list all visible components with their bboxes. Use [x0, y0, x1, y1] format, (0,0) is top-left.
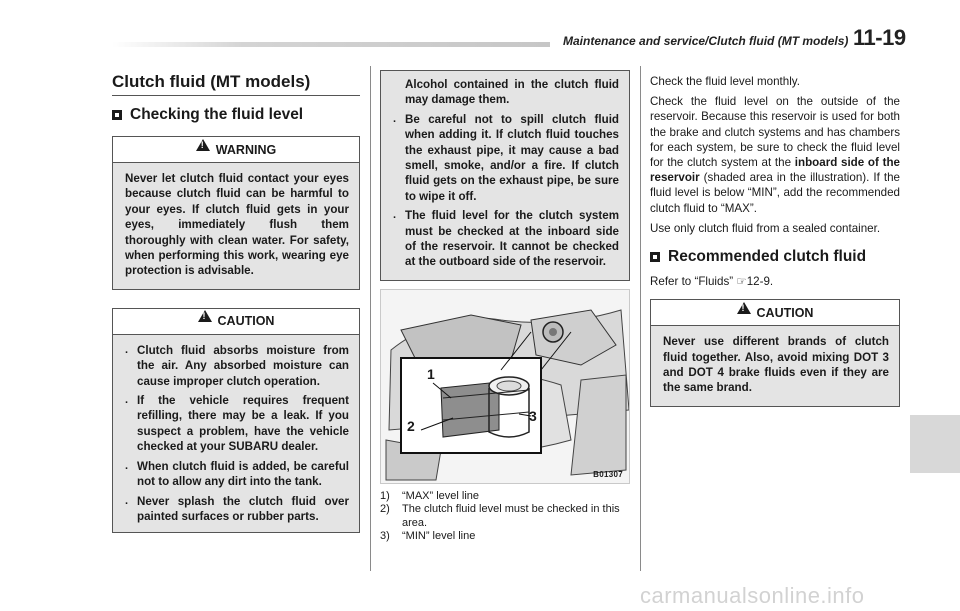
caution-header: [113, 309, 359, 335]
column-divider-2: [640, 66, 641, 571]
caution-bullet: . When clutch fluid is added, be careful not to allow any dirt into the tank.: [125, 459, 349, 489]
warning-label: WARNING: [215, 142, 277, 157]
caution-label: CAUTION: [756, 305, 814, 320]
subsection-recommended-fluid: [650, 248, 900, 266]
caption-item: 2) The clutch fluid level must be checked in this area.: [380, 503, 620, 529]
caution-box-continued: [380, 70, 630, 281]
caution-bullet: . Clutch fluid absorbs moisture from the air. Any absorbed moisture can cause improper clutch operation.: [125, 343, 349, 388]
caution-body: [113, 335, 359, 532]
section-title: Clutch fluid (MT models): [112, 72, 360, 96]
caution-header: [651, 300, 899, 326]
callout-1: 1: [427, 365, 435, 382]
emphasis-inboard: inboard side of the reservoir: [650, 156, 900, 185]
caution-bullet: . Never splash the clutch fluid over painted surfaces or rubber parts.: [125, 494, 349, 523]
caution-label: CAUTION: [217, 314, 275, 329]
column-middle: [380, 70, 630, 544]
paragraph-check-outside: Check the fluid level on the outside of the reservoir. Because this reservoir is used for both the brake and clutch systems and has chambers for each system, be sure to check the fluid level for the clutch system at the inboard side of the reservoir (shaded area in the illustration). If the fluid level is below “MIN”, add the recommended clutch fluid to “MAX”.: [650, 95, 900, 215]
engine-bay-illustration: [380, 289, 630, 484]
section-marker-icon: [112, 110, 122, 120]
caption-item: 3) “MIN” level line: [380, 530, 476, 543]
subsection-title: Recommended clutch fluid: [668, 248, 867, 266]
paragraph-monthly: Check the fluid level monthly.: [650, 75, 800, 88]
caution-triangle-icon: [737, 302, 751, 314]
fluids-reference: Refer to “Fluids” ☞12-9.: [650, 275, 774, 289]
column-divider-1: [370, 66, 371, 571]
figure-captions: [380, 490, 630, 544]
page-number: 11-19: [853, 25, 906, 50]
caption-item: 1) “MAX” level line: [380, 489, 480, 502]
chapter-thumb-tab: [910, 415, 960, 473]
caution-box-fluid: [650, 299, 900, 407]
column-left: [112, 72, 360, 533]
figure-code: B01307: [593, 469, 623, 479]
caution-bullet: . Be careful not to spill clutch fluid when adding it. If clutch fluid touches the exhaust pipe, it may cause a bad smell, smoke, and/or a fire. If clutch fluid gets on the exhaust pipe, be sure to wipe it off.: [393, 112, 619, 203]
caution-continued-body: [381, 71, 629, 280]
callout-2: 2: [407, 417, 415, 434]
engine-bay-drawing: [381, 290, 630, 484]
callout-3: 3: [529, 407, 537, 424]
warning-triangle-icon: [196, 139, 210, 151]
caution-bullet: . If the vehicle requires frequent refilling, there may be a leak. If you suspect a problem, have the vehicle checked at your SUBARU dealer.: [125, 394, 349, 454]
section-marker-icon: [650, 252, 660, 262]
paragraph-sealed-container: Use only clutch fluid from a sealed container.: [650, 221, 881, 235]
running-header-title: Maintenance and service/Clutch fluid (MT models): [563, 34, 849, 48]
warning-box: [112, 136, 360, 290]
watermark: carmanualsonline.info: [640, 583, 865, 608]
subsection-title: Checking the fluid level: [130, 106, 304, 123]
caution-triangle-icon: [198, 310, 212, 322]
caution-box: [112, 308, 360, 533]
caution-text: Never use different brands of clutch fluid together. Also, avoid mixing DOT 3 and DOT 4 brake fluids even if they are the same brand.: [663, 335, 889, 395]
warning-text: Never let clutch fluid contact your eyes because clutch fluid can be harmful to your eyes. If clutch fluid gets in your eyes, immediately flush them thoroughly with clean water. For safety, when performing this work, wearing eye protection is advisable.: [125, 172, 349, 278]
subsection-checking-fluid-level: [112, 106, 360, 124]
column-right: [650, 74, 900, 407]
header-rule: [112, 42, 550, 47]
caution-continued-text: Alcohol contained in the clutch fluid may damage them.: [405, 78, 619, 107]
caution-bullet: . The fluid level for the clutch system must be checked at the inboard side of the reservoir. It cannot be checked at the outboard side of the reservoir.: [393, 209, 619, 269]
warning-header: [113, 137, 359, 163]
